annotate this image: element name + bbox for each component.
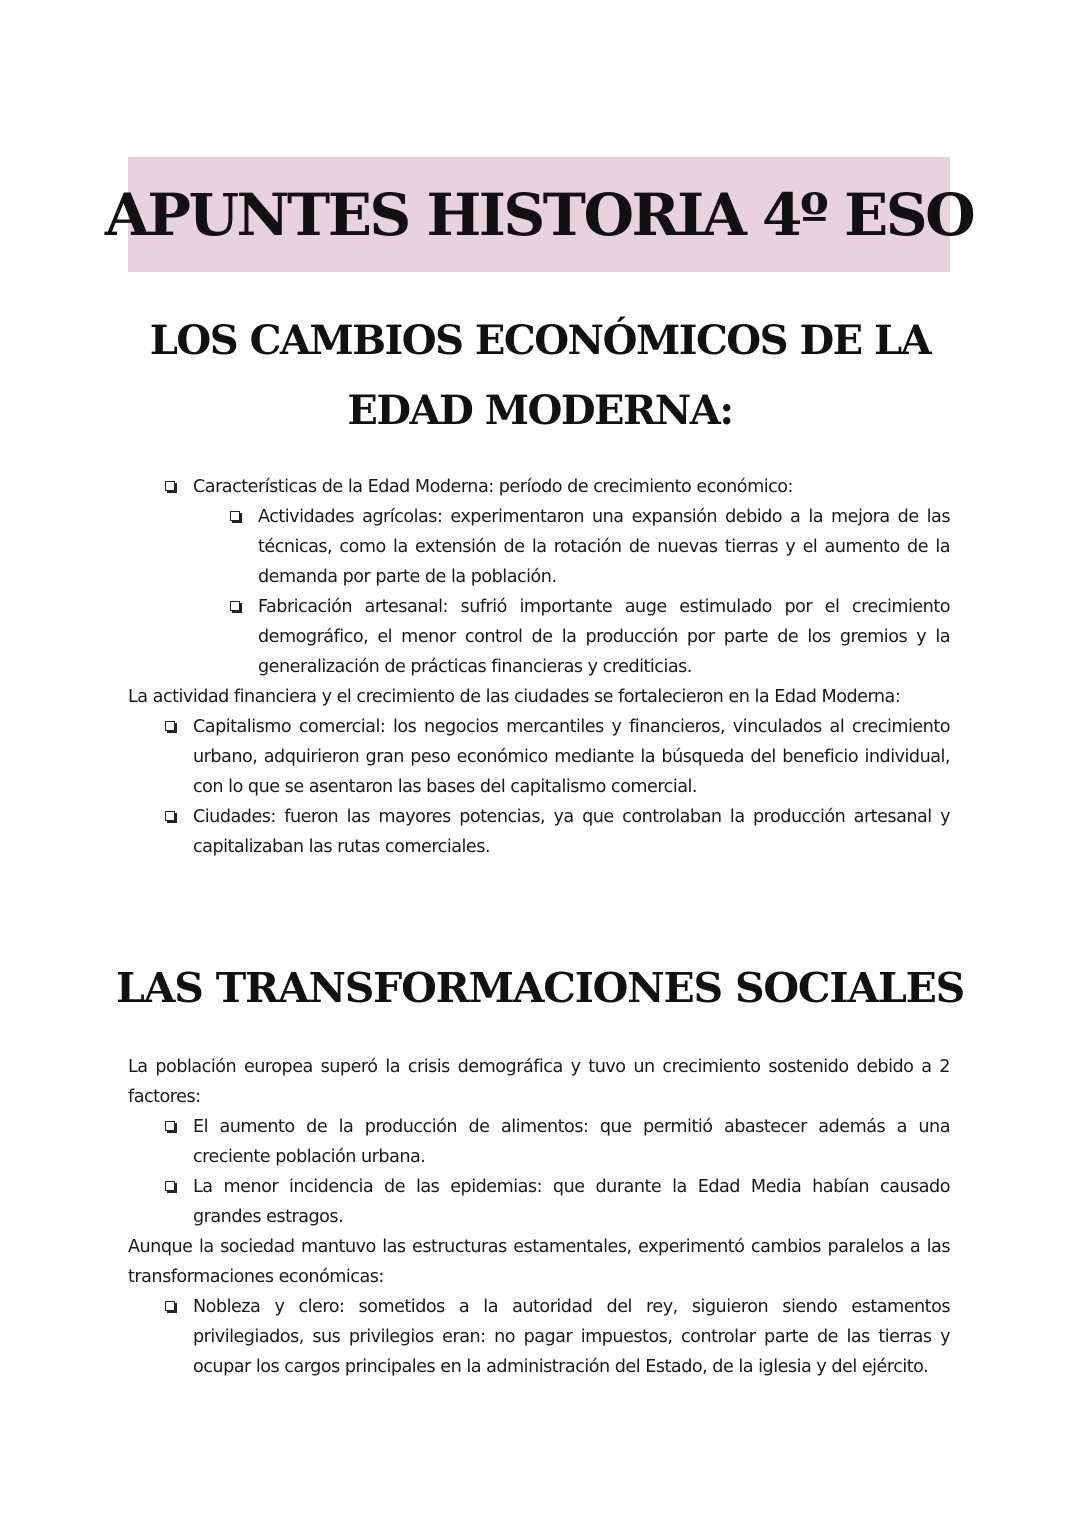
page-title: APUNTES HISTORIA 4º ESO: [104, 180, 974, 249]
checkbox-bullet-icon: [230, 511, 240, 521]
list-item: [128, 472, 950, 502]
paragraph: Aunque la sociedad mantuvo las estructuras estamentales, experimentó cambios paralelos a las transformaciones económicas:: [128, 1237, 950, 1287]
section-title-line: EDAD MODERNA:: [347, 387, 733, 434]
checkbox-bullet-icon: [165, 481, 175, 491]
list-item-text: Características de la Edad Moderna: período de crecimiento económico:: [193, 477, 793, 497]
list-item-text: Capitalismo comercial: los negocios mercantiles y financieros, vinculados al crecimiento urbano, adquirieron gran peso económico mediante la búsqueda del beneficio individual, con lo que se asentaron las bases del capitalismo comercial.: [193, 717, 950, 797]
list-item: [128, 502, 950, 592]
checkbox-bullet-icon: [165, 1121, 175, 1131]
list-item-text: El aumento de la producción de alimentos: que permitió abastecer además a una creciente población urbana.: [193, 1117, 950, 1167]
list-item-text: Nobleza y clero: sometidos a la autoridad del rey, siguieron siendo estamentos privilegiados, sus privilegios eran: no pagar impuestos, controlar parte de las tierras y ocupar los cargos principales en la administración del Estado, de la iglesia y del ejército.: [193, 1297, 950, 1377]
list-item: [128, 802, 950, 862]
list-item-text: Fabricación artesanal: sufrió importante auge estimulado por el crecimiento demográfico, el menor control de la producción por parte de los gremios y la generalización de prácticas financieras y crediticias.: [258, 597, 950, 677]
paragraph: La población europea superó la crisis demográfica y tuvo un crecimiento sostenido debido a 2 factores:: [128, 1057, 950, 1107]
list-item: [128, 1292, 950, 1382]
section-title-social-transformations: LAS TRANSFORMACIONES SOCIALES: [115, 964, 965, 1012]
list-item-text: Actividades agrícolas: experimentaron una expansión debido a la mejora de las técnicas, como la extensión de la rotación de nuevas tierras y el aumento de la demanda por parte de la población.: [258, 507, 950, 587]
economic-changes-content: [128, 472, 950, 862]
section-title-line: LOS CAMBIOS ECONÓMICOS DE LA: [149, 317, 931, 364]
section-title-economic-changes: [0, 306, 1080, 446]
checkbox-bullet-icon: [165, 1301, 175, 1311]
list-item: [128, 592, 950, 682]
list-item: [128, 1112, 950, 1172]
checkbox-bullet-icon: [165, 811, 175, 821]
list-item: [128, 712, 950, 802]
checkbox-bullet-icon: [165, 1181, 175, 1191]
social-transformations-content: [128, 1052, 950, 1382]
checkbox-bullet-icon: [165, 721, 175, 731]
list-item-text: La menor incidencia de las epidemias: que durante la Edad Media habían causado grandes estragos.: [193, 1177, 950, 1227]
paragraph: La actividad financiera y el crecimiento de las ciudades se fortalecieron en la Edad Moderna:: [128, 687, 901, 707]
title-banner: [104, 157, 974, 272]
checkbox-bullet-icon: [230, 601, 240, 611]
list-item: [128, 1172, 950, 1232]
list-item-text: Ciudades: fueron las mayores potencias, ya que controlaban la producción artesanal y capitalizaban las rutas comerciales.: [193, 807, 950, 857]
